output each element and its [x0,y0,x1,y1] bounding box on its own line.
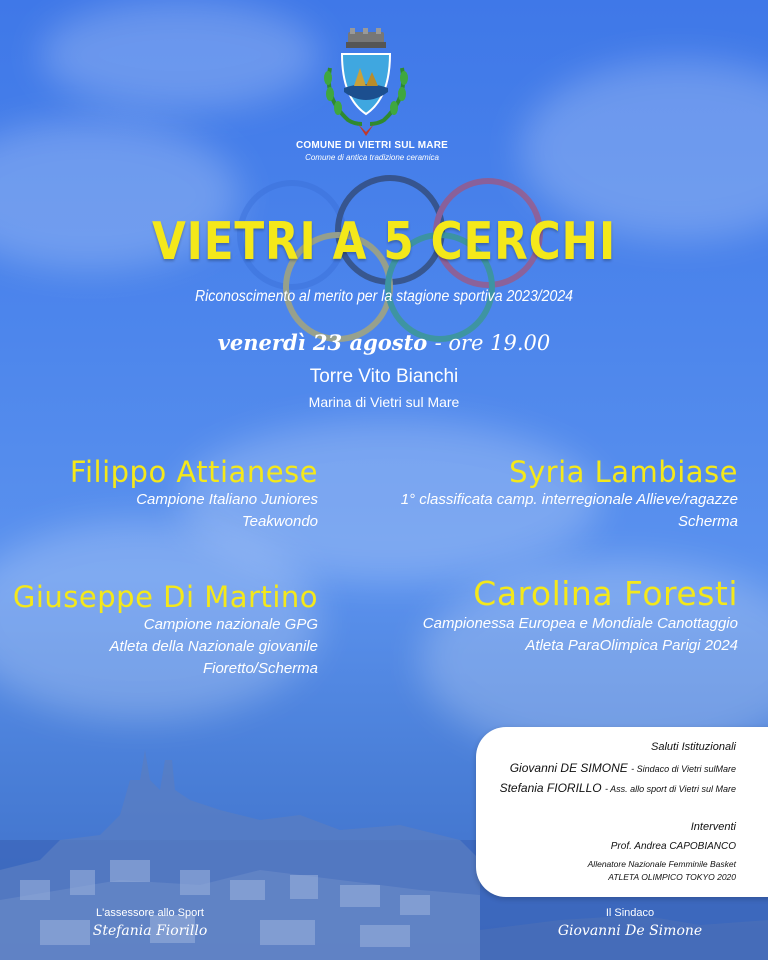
saluti-entry [500,781,736,795]
athlete-card [423,574,738,657]
athlete-achievement: Campione Italiano Juniores [136,491,318,508]
comune-tagline: Comune di antica tradizione ceramica [305,153,439,162]
athlete-name: Filippo Attianese [69,455,318,489]
cloud [40,0,320,110]
event-date-day: venerdì 23 agosto [217,330,428,355]
athlete-achievement: Atleta della Nazionale giovanile [109,638,318,655]
signature-name: Stefania Fiorillo [92,923,208,939]
speaker-name: Prof. Andrea CAPOBIANCO [610,841,736,852]
speaker-role: Allenatore Nazionale Femminile Basket [587,859,736,869]
event-date [0,330,768,355]
athlete-name: Carolina Foresti [473,574,738,613]
saluti-entry [510,761,736,775]
event-time: - ore 19.00 [434,331,551,355]
athlete-card [13,580,318,680]
saluti-role: - Sindaco di Vietri sulMare [631,764,736,774]
saluti-name: Giovanni DE SIMONE [509,761,628,775]
athlete-name: Syria Lambiase [509,455,738,489]
athlete-achievement: Teakwondo [241,513,318,530]
signature-role: L'assessore allo Sport [96,907,204,919]
athlete-achievement: Fioretto/Scherma [202,660,318,677]
interventi-heading: Interventi [690,821,736,833]
signature-role: Il Sindaco [605,907,655,919]
saluti-name: Stefania FIORILLO [499,781,602,795]
event-venue: Torre Vito Bianchi [309,366,459,387]
athlete-achievement: Atleta ParaOlimpica Parigi 2024 [525,637,738,654]
sindaco-signature [540,907,720,939]
signature-name: Giovanni De Simone [557,923,703,939]
athlete-achievement: 1° classificata camp. interregionale Allieve/ragazze [400,491,738,508]
athlete-achievement: Campionessa Europea e Mondiale Canottaggio [422,615,738,632]
municipal-crest-icon [318,28,414,144]
event-title: VIETRI A 5 CERCHI [151,212,617,272]
athlete-name: Giuseppe Di Martino [12,580,318,614]
athlete-achievement: Scherma [677,513,738,530]
athlete-card [70,455,318,533]
program-box [476,727,768,897]
athlete-card [401,455,738,533]
comune-name: COMUNE DI VIETRI SUL MARE [295,140,449,151]
assessore-signature [60,907,240,939]
athlete-achievement: Campione nazionale GPG [143,616,318,633]
saluti-role: - Ass. allo sport di Vietri sul Mare [604,784,736,794]
event-subtitle: Riconoscimento al merito per la stagione sportiva 2023/2024 [194,288,574,305]
saluti-heading: Saluti Istituzionali [651,741,736,753]
event-venue-location: Marina di Vietri sul Mare [308,394,460,410]
speaker-role: ATLETA OLIMPICO TOKYO 2020 [608,872,736,882]
